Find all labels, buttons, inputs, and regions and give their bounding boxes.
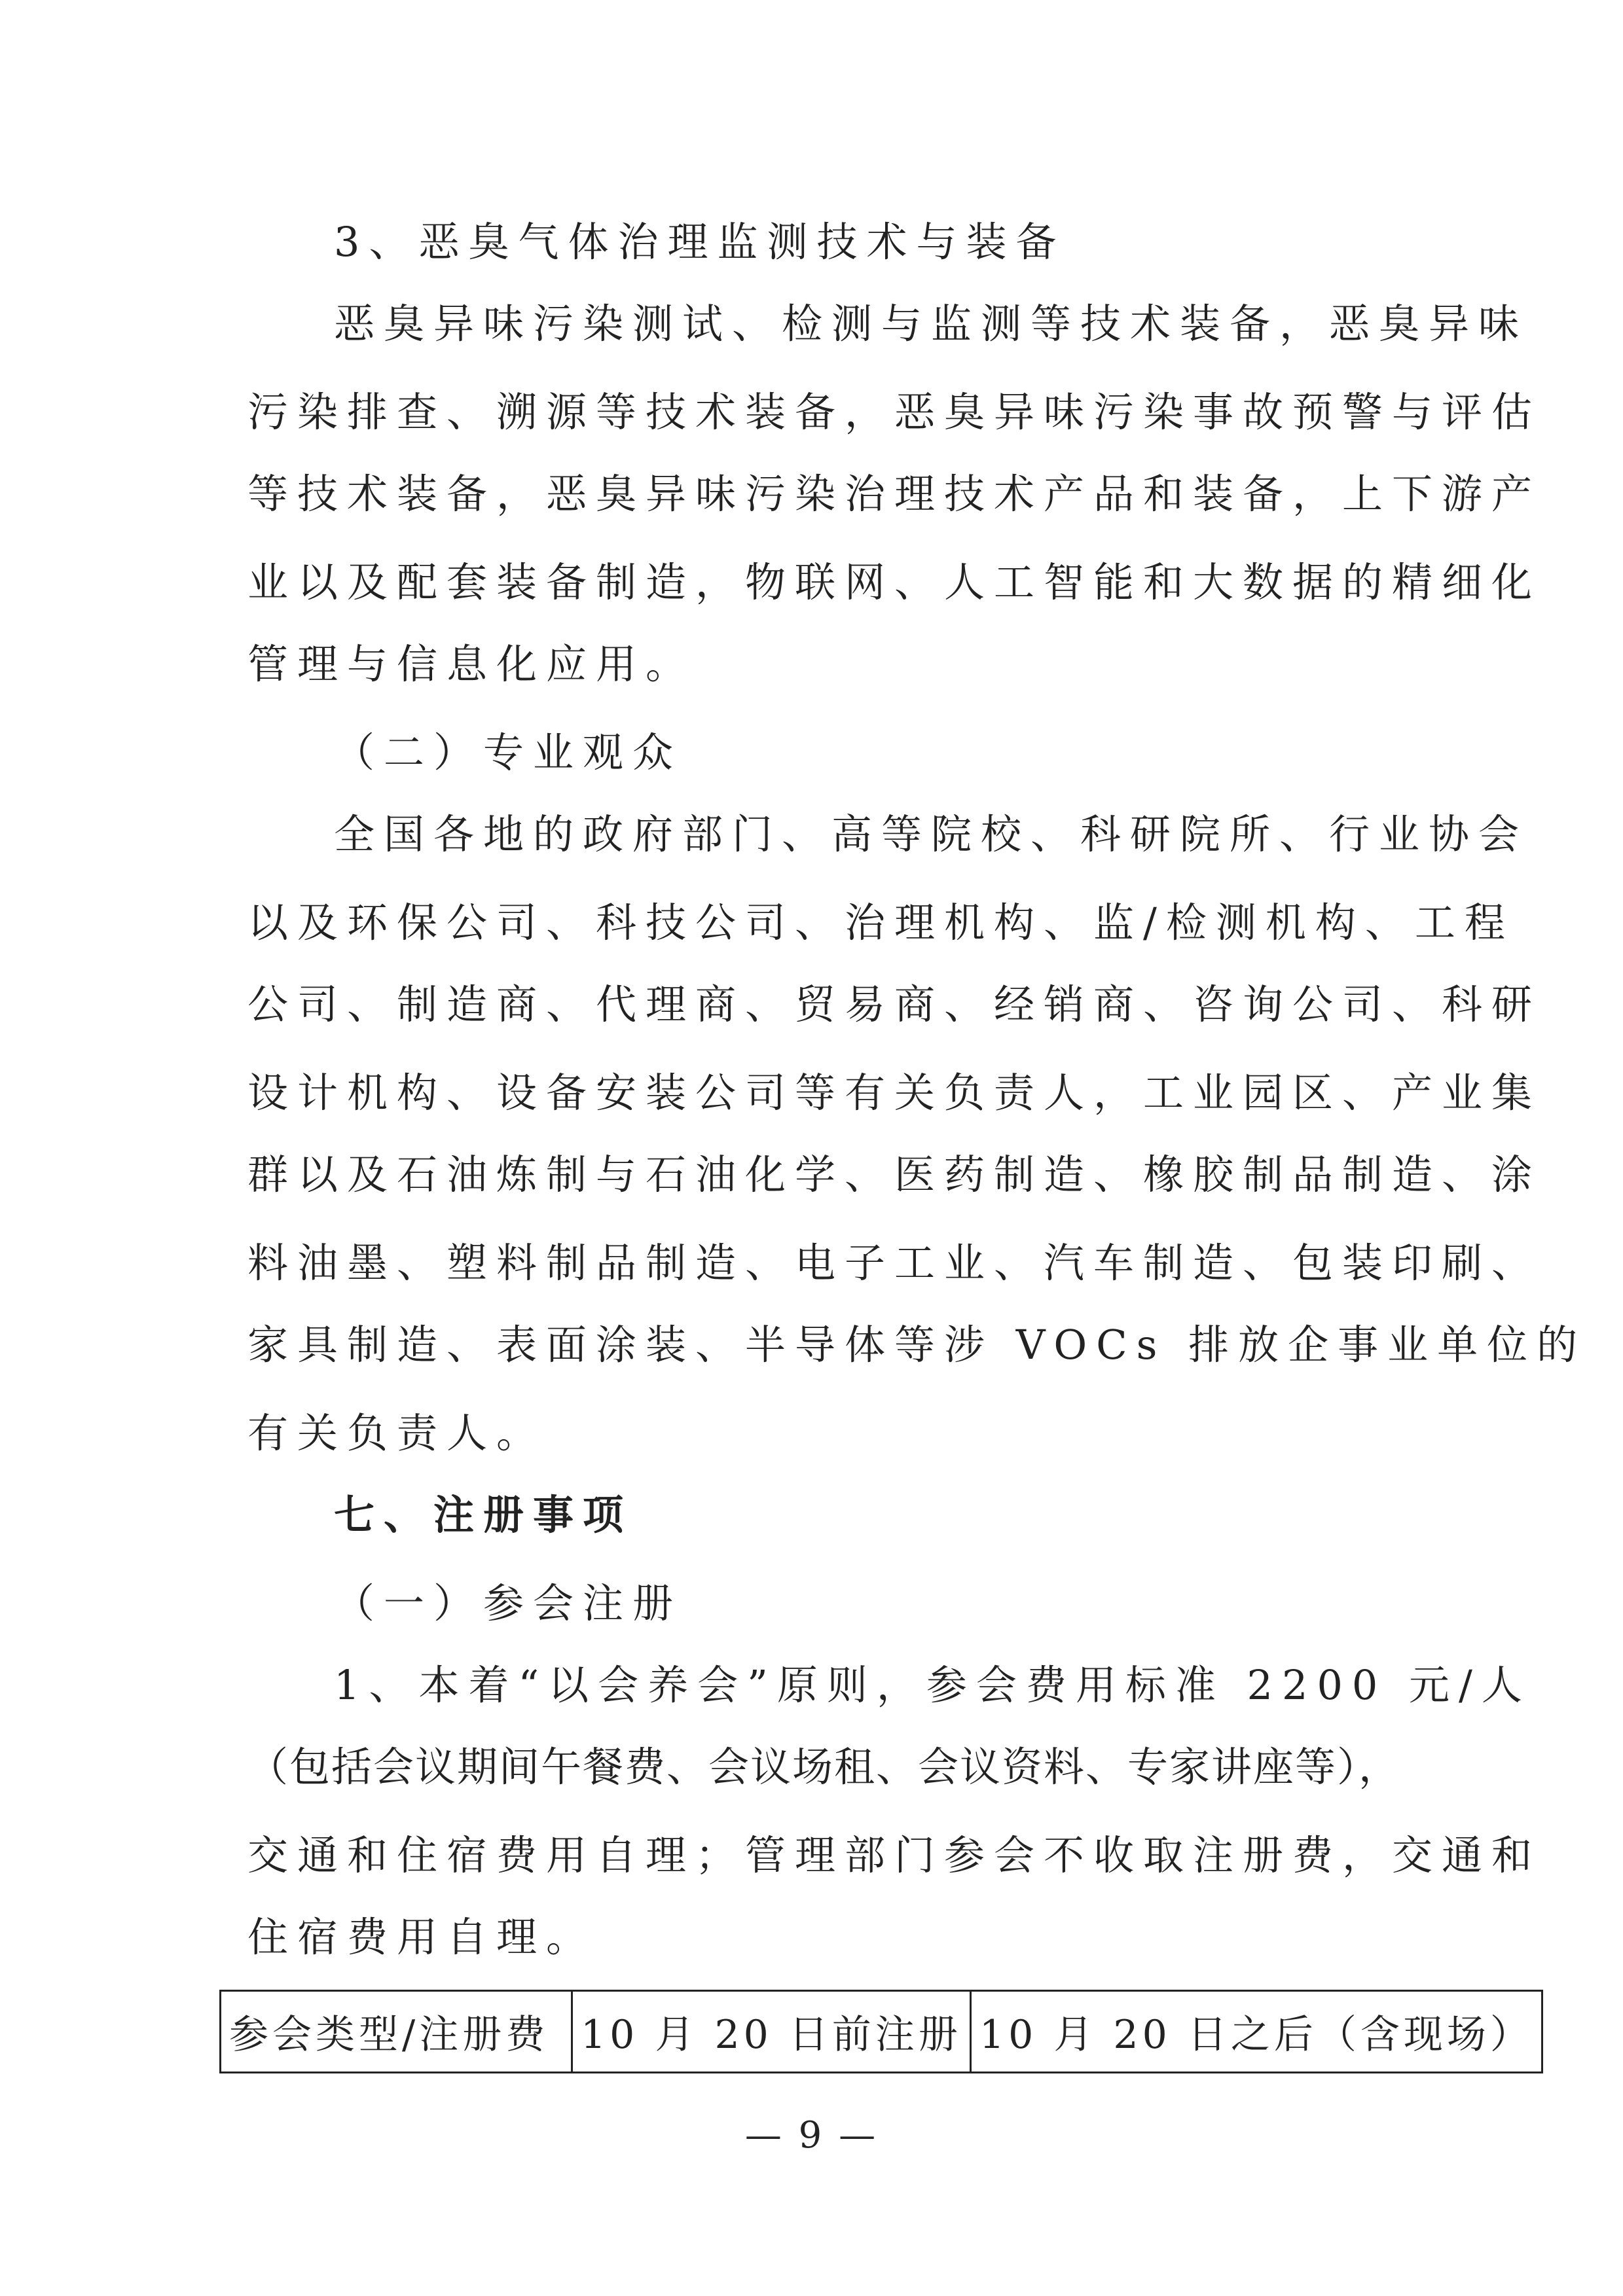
table-header-cell: 10 月 20 日之后（含现场） [970,1991,1542,2073]
chapter-heading: 七、注册事项 [334,1491,633,1539]
paragraph-line: 全国各地的政府部门、高等院校、科研院所、行业协会 [334,810,1529,858]
page-number: — 9 — [744,2114,879,2157]
section-heading: （二）专业观众 [334,728,683,776]
paragraph-line: 有关负责人。 [247,1409,547,1457]
paragraph-line: 1、本着“以会养会”原则，参会费用标准 2200 元/人 [334,1661,1531,1709]
paragraph-line: 以及环保公司、科技公司、治理机构、监/检测机构、工程 [247,899,1514,946]
paragraph-line: 公司、制造商、代理商、贸易商、经销商、咨询公司、科研 [247,980,1542,1028]
paragraph-line: 家具制造、表面涂装、半导体等涉 VOCs 排放企事业单位的 [247,1321,1587,1369]
paragraph-line: 污染排查、溯源等技术装备，恶臭异味污染事故预警与评估 [247,388,1542,436]
paragraph-line: 等技术装备，恶臭异味污染治理技术产品和装备，上下游产 [247,470,1542,518]
table-header-cell: 10 月 20 日前注册 [572,1991,971,2073]
table-header-row [221,1991,1542,2073]
subsection-heading: 3、恶臭气体治理监测技术与装备 [334,218,1066,266]
paragraph-line: （包括会议期间午餐费、会议场租、会议资料、专家讲座等）， [247,1743,1401,1791]
paragraph-line: 群以及石油炼制与石油化学、医药制造、橡胶制品制造、涂 [247,1151,1542,1198]
paragraph-line: 恶臭异味污染测试、检测与监测等技术装备，恶臭异味 [334,300,1529,348]
paragraph-line: 料油墨、塑料制品制造、电子工业、汽车制造、包装印刷、 [247,1239,1542,1287]
section-heading: （一）参会注册 [334,1579,683,1627]
registration-fee-table [219,1990,1543,2073]
table-header-cell: 参会类型/注册费 [221,1991,572,2073]
paragraph-line: 交通和住宿费用自理；管理部门参会不收取注册费，交通和 [247,1831,1542,1879]
paragraph-line: 住宿费用自理。 [247,1913,596,1961]
paragraph-line: 设计机构、设备安装公司等有关负责人，工业园区、产业集 [247,1069,1542,1117]
paragraph-line: 业以及配套装备制造，物联网、人工智能和大数据的精细化 [247,558,1542,606]
paragraph-line: 管理与信息化应用。 [247,640,696,688]
